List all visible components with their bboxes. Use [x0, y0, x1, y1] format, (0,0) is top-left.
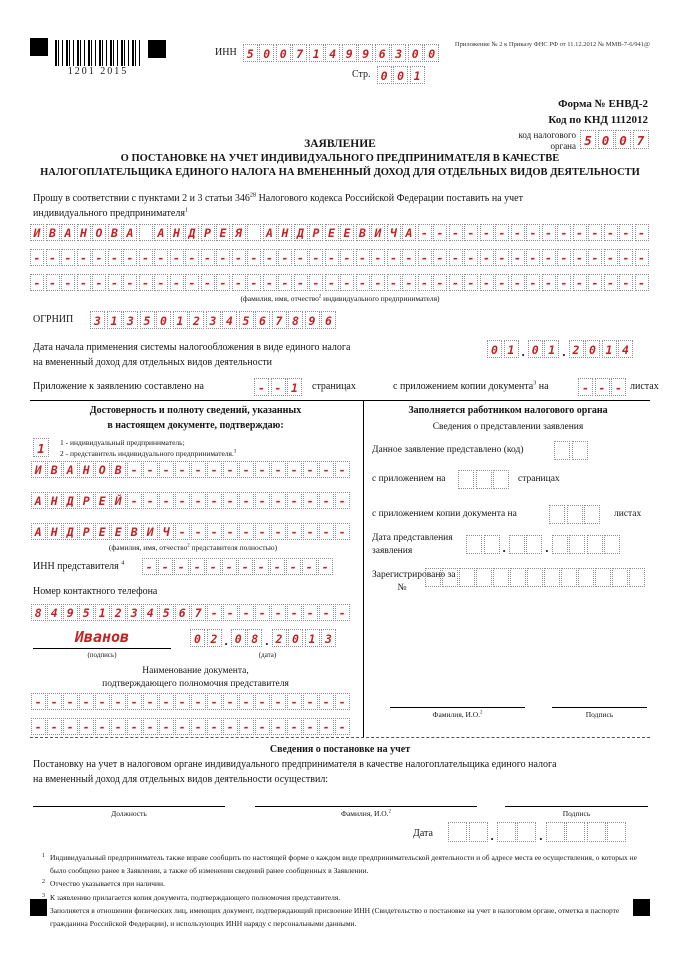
form-barcode	[55, 40, 141, 66]
registration-body-1: Постановку на учет в налоговом органе индивидуального предпринимателя в качестве налогоплательщика единого налога	[33, 759, 557, 770]
section-top-border	[30, 400, 650, 401]
tax-authority-label: код налогового органа	[518, 130, 576, 151]
authority-doc-label-2: подтверждающего полномочия представителя	[102, 679, 289, 689]
registered-under-label-2: №	[397, 583, 407, 593]
date-dot	[491, 830, 494, 842]
date-dot	[545, 542, 548, 554]
form-title-line1: ЗАЯВЛЕНИЕ	[304, 138, 376, 150]
inn-field: 5 0 0 7 1 4 9 9 6 3 0 0	[243, 44, 440, 62]
registered-under-label: Зарегистрировано за	[372, 570, 456, 580]
position-caption: Должность	[111, 809, 147, 818]
authority-doc-row-2: - - - - - - - - - - - - - - - - - - - -	[31, 718, 350, 735]
entrepreneur-name-caption: (фамилия, имя, отчество$^2$ индивидуального предпринимателя)	[240, 294, 440, 303]
attester-code-field: 1	[33, 438, 49, 457]
official-date-label: Дата представления заявления	[372, 533, 453, 556]
position-line	[33, 806, 225, 807]
footnote-2: 2 Отчество указывается при наличии.	[42, 879, 165, 888]
registration-header: Сведения о постановке на учет	[269, 744, 411, 755]
start-date-field: 0 1 . 0 1 . 2 0 1 4	[487, 340, 633, 358]
form-title-line2: О ПОСТАНОВКЕ НА УЧЕТ ИНДИВИДУАЛЬНОГО ПРЕДПРИНИМАТЕЛЯ В КАЧЕСТВЕ	[120, 153, 560, 164]
column-divider	[363, 400, 364, 737]
ogrnip-field: 3 1 3 5 0 1 2 3 4 5 6 7 8 9 6	[90, 311, 336, 329]
official-subheader: Сведения о представлении заявления	[432, 422, 584, 432]
registration-mark-bottom-right	[633, 899, 650, 916]
form-number: Форма № ЕНВД-2	[558, 98, 648, 110]
appendix-pages-unit: страницах	[312, 381, 356, 392]
entrepreneur-name-row-2: - - - - - - - - - - - - - - - - - - - - - - - - - - - - - - - - - - - - - - - -	[30, 249, 649, 266]
official-header: Заполняется работником налогового органа	[408, 405, 608, 416]
date-dot	[265, 635, 268, 647]
form-number-block	[430, 96, 648, 128]
appendix-pages-label: Приложение к заявлению составлено на	[33, 381, 204, 392]
attester-code-legend: 1 - индивидуальный предприниматель; 2 - представитель индивидуального предпринимателя.$^3$	[60, 438, 237, 458]
date-dot	[539, 830, 542, 842]
registrar-sign-caption: Подпись	[562, 809, 591, 818]
tax-authority-code-field: 5 0 0 7	[580, 130, 649, 149]
attestation-header-1: Достоверность и полноту сведений, указанных	[89, 405, 302, 416]
registrar-name-caption: Фамилия, И.О.$^2$	[341, 809, 391, 818]
entrepreneur-name-row-1: И В А Н О В А А Н Д Р Е Я А Н Д Р Е Е В И Ч А - - - - - - - - - - - - - - -	[30, 224, 649, 241]
submitted-code-label: Данное заявление представлено (код)	[372, 445, 524, 455]
official-date-field	[466, 535, 620, 554]
page-number-field: 0 0 1	[377, 66, 425, 84]
knd-code: Код по КНД 1112012	[548, 114, 648, 126]
appendix-reference: Приложение № 2 к Приказу ФНС РФ от 11.12.2012 № ММВ-7-6/941@	[454, 41, 650, 48]
inn-label: ИНН	[215, 47, 237, 58]
authority-doc-row-1: - - - - - - - - - - - - - - - - - - - -	[31, 693, 350, 710]
official-sign-caption: Подпись	[585, 710, 614, 719]
registration-number-field	[425, 568, 645, 587]
registration-date-field	[448, 822, 626, 842]
official-copy-field	[549, 505, 600, 524]
registration-mark-bottom-left	[30, 899, 47, 916]
official-copy-label: с приложением копии документа на	[372, 509, 517, 519]
signature-caption: (подпись)	[87, 651, 117, 659]
official-name-line	[390, 707, 525, 708]
date-dot	[225, 635, 228, 647]
registration-body-2: на вмененный доход для отдельных видов деятельности осуществил:	[33, 774, 329, 785]
registration-mark-top-inner	[148, 40, 166, 58]
official-pages-unit: страницах	[518, 474, 560, 484]
footnote-3: 3 К заявлению прилагается копия документа, подтверждающего полномочия представителя.	[42, 892, 341, 902]
form-title-line3: НАЛОГОПЛАТЕЛЬЩИКА ЕДИНОГО НАЛОГА НА ВМЕНЕННЫЙ ДОХОД ДЛЯ ОТДЕЛЬНЫХ ВИДОВ ДЕЯТЕЛЬНОСТИ	[40, 167, 640, 178]
official-name-caption: Фамилия, И.О.$^2$	[432, 710, 483, 719]
official-pages-label: с приложением на	[372, 474, 446, 484]
registration-date-label: Дата	[413, 828, 433, 839]
representative-inn-field: - - - - - - - - - - - -	[142, 558, 333, 575]
official-sign-line	[552, 707, 647, 708]
official-copy-unit: листах	[614, 509, 642, 519]
phone-field: 8 4 9 5 1 2 3 4 5 6 7 - - - - - - - - -	[31, 604, 350, 621]
copy-sheets-label: с приложением копии документа$^3$ на	[393, 379, 549, 392]
date-dot	[562, 346, 565, 358]
copy-sheets-unit: листах	[630, 381, 659, 392]
registrar-sign-line	[505, 806, 648, 807]
request-paragraph: Прошу в соответствии с пунктами 2 и 3 статьи $346^{28}$ Налогового кодекса Российской Федерации поставить на учет индивидуального предпринимателя$^1$	[33, 191, 523, 219]
footnotes	[42, 852, 638, 931]
representative-name-caption: (фамилия, имя, отчество$^2$ представителя полностью)	[108, 543, 278, 552]
official-pages-field	[458, 470, 509, 489]
inn-row	[215, 44, 439, 62]
phone-label: Номер контактного телефона	[33, 586, 158, 597]
tear-off-dashed-line	[30, 737, 650, 738]
footnote-4: Заполняется в отношении физических лиц, имеющих документ, подтверждающий присвоение ИНН (Свидетельство о постановке на учет в налоговом органе, отметка в паспорте гражданина Российской Федерации), и использующих ИНН наряду с персональными данными.	[50, 906, 620, 928]
attestation-header-2: в настоящем документе, подтверждаю:	[107, 420, 284, 431]
footnote-ref-1: 1	[184, 206, 189, 214]
authority-doc-label-1: Наименование документа,	[142, 666, 249, 676]
ogrnip-label: ОГРНИП	[33, 314, 74, 325]
copy-sheets-field: - - -	[578, 378, 626, 396]
page-number-row	[352, 66, 425, 84]
submitted-code-field	[554, 441, 588, 460]
representative-inn-label: ИНН представителя $^4$	[33, 559, 125, 572]
signature-date-caption: (дата)	[258, 651, 277, 659]
signature-date-field: 0 2 . 0 8 . 2 0 1 3	[190, 629, 336, 647]
registration-mark-top-left	[30, 38, 48, 56]
signature-line	[33, 648, 171, 649]
representative-name-row-2: А Н Д Р Е Й - - - - - - - - - - - - - -	[31, 492, 350, 509]
barcode-digits: 1201 2015	[55, 66, 141, 77]
date-dot	[522, 346, 525, 358]
start-date-label: Дата начала применения системы налогообложения в виде единого налога на вмененный доход для отдельных видов деятельности	[33, 342, 351, 368]
signature-value: Иванов	[74, 628, 130, 646]
page-label: Стр.	[352, 69, 371, 80]
entrepreneur-name-row-3: - - - - - - - - - - - - - - - - - - - - - - - - - - - - - - - - - - - - - - - -	[30, 274, 649, 291]
appendix-pages-field: - - 1	[254, 378, 302, 396]
date-dot	[503, 542, 506, 554]
representative-name-row-1: И В А Н О В - - - - - - - - - - - - - -	[31, 461, 350, 478]
registrar-name-line	[255, 806, 477, 807]
footnote-ref-28: 28	[249, 191, 257, 199]
footnote-1: 1 Индивидуальный предприниматель также вправе сообщить по настоящей форме о каждом виде предпринимательской деятельности и об адресе места ее осуществления, о которых не было сообщено ранее в Заявлении, а также об изменении сведений ранее сообщенных в Заявлении.	[42, 853, 637, 875]
representative-name-row-3: А Н Д Р Е Е В И Ч - - - - - - - - - - -	[31, 523, 350, 540]
